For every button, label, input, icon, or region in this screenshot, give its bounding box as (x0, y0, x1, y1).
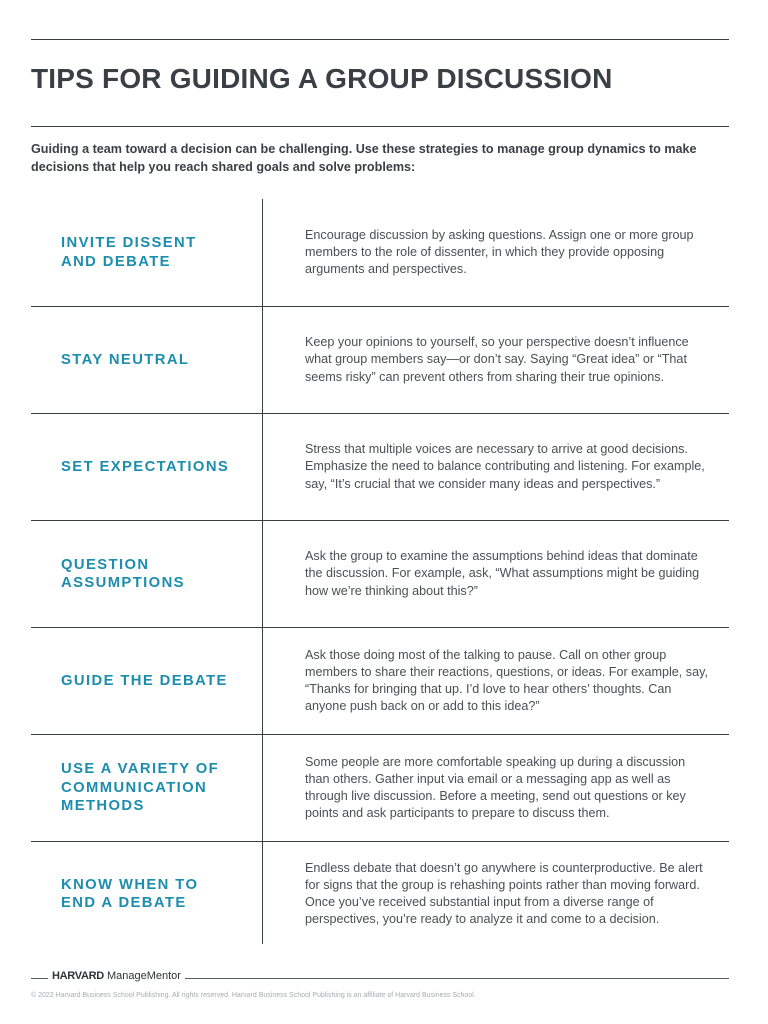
tip-heading: GUIDE THE DEBATE (61, 672, 228, 689)
tip-heading: USE A VARIETY OF COMMUNICATION METHODS (61, 761, 220, 815)
tip-body: Some people are more comfortable speaking up during a discussion than others. Gather input via email or a messaging app as well as through live discussion. Before a meeting, send out questions or key points and ask participants to prepare to discuss them. (305, 754, 686, 821)
title-rule (31, 126, 729, 127)
tip-body: Ask those doing most of the talking to pause. Call on other group members to share their reactions, questions, or ideas. For example, say, “Thanks for bringing that up. I’d love to hear others’ thoughts. Can anyone push back on or add to this idea?” (305, 647, 708, 714)
tip-row-question-assumptions (31, 521, 729, 628)
tip-heading: INVITE DISSENT AND DEBATE (61, 235, 197, 270)
tip-row-end-debate (31, 842, 729, 946)
tip-body: Ask the group to examine the assumptions behind ideas that dominate the discussion. For example, ask, “What assumptions might be guiding how we’re thinking about this?” (305, 549, 700, 598)
tip-heading: SET EXPECTATIONS (61, 458, 230, 475)
tips-table (31, 199, 729, 946)
tip-row-variety-methods (31, 735, 729, 842)
harvard-managementor-logo (48, 970, 185, 982)
top-rule (31, 39, 729, 40)
tip-body: Keep your opinions to yourself, so your perspective doesn’t influence what group members say—or don’t say. Saying “Great idea” or “That seems risky” can prevent others from sharing their true opinions. (305, 335, 689, 384)
intro-text: Guiding a team toward a decision can be challenging. Use these strategies to manage group dynamics to make decisions that help you reach shared goals and solve problems: (31, 142, 697, 174)
logo-harvard: HARVARD (52, 970, 104, 982)
tip-body: Endless debate that doesn’t go anywhere is counterproductive. Be alert for signs that the group is rehashing points rather than moving forward. Once you’ve received substantial input from a diverse range of perspectives, you’re ready to analyze it and come to a decision. (305, 860, 703, 927)
tip-row-guide-debate (31, 628, 729, 735)
copyright-notice: © 2022 Harvard Business School Publishing. All rights reserved. Harvard Business School Publishing is an affiliate of Harvard Business School. (31, 992, 476, 999)
tip-body: Stress that multiple voices are necessary to arrive at good decisions. Emphasize the need to balance contributing and listening. For example, say, “It’s crucial that we consider many ideas and perspectives.” (305, 442, 705, 491)
tip-heading: QUESTION ASSUMPTIONS (61, 556, 185, 591)
tip-heading: KNOW WHEN TO END A DEBATE (61, 876, 199, 911)
logo-managementor: ManageMentor (106, 970, 181, 982)
tip-body: Encourage discussion by asking questions. Assign one or more group members to the role of dissenter, in which they provide opposing arguments and perspectives. (305, 227, 694, 277)
tip-row-invite-dissent (31, 199, 729, 307)
tip-heading: STAY NEUTRAL (61, 351, 190, 368)
tip-row-set-expectations (31, 414, 729, 521)
page-title: TIPS FOR GUIDING A GROUP DISCUSSION (31, 63, 613, 94)
tip-row-stay-neutral (31, 307, 729, 414)
